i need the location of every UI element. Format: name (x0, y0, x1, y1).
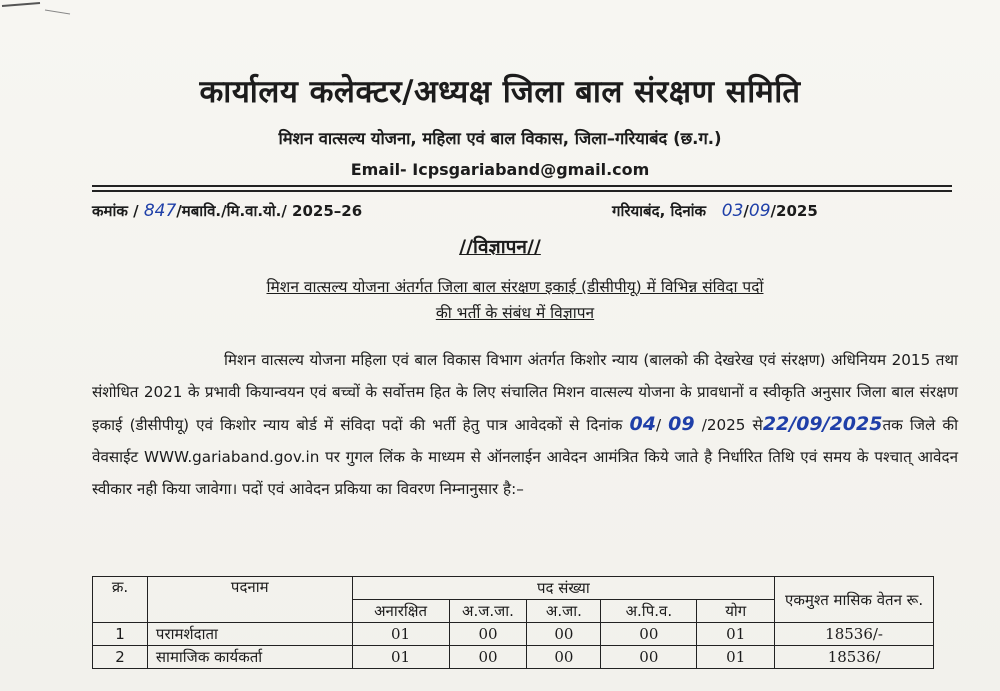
office-title: कार्यालय कलेक्टर/अध्यक्ष जिला बाल संरक्षण समिति (199, 74, 801, 110)
header-sno: क्र. (93, 577, 148, 623)
subject-line-1: मिशन वात्सल्य योजना अंतर्गत जिला बाल संरक्षण इकाई (डीसीपीयू) में विभिन्न संविदा पदों (266, 278, 764, 296)
table-row (93, 623, 934, 646)
row-post: सामाजिक कार्यकर्ता (147, 646, 352, 669)
row-salary: 18536/- (775, 623, 934, 646)
row-unreserved: 01 (352, 646, 449, 669)
reference-prefix: कमांक / (92, 202, 139, 220)
header-salary: एकमुश्त मासिक वेतन रू. (775, 577, 934, 623)
body-part-1: मिशन वात्सल्य योजना महिला एवं बाल विकास विभाग अंतर्गत किशोर न्याय (बालको की देखरेख एवं संरक्षण) अधिनियम 2015 तथा संशोधित 2021 के प्रभावी कियान्वयन एवं बच्चों के सर्वोत्तम हित के लिए संचालित मिशन वात्सल्य योजना के प्रावधानों व स्वीकृति अनुसार जिला बाल संरक्षण इकाई (डीसीपीयू) एवं किशोर न्याय बोर्ड में संविदा पदों की भर्ती हेतु पात्र आवेदकों से दिनांक (92, 351, 958, 434)
subheader-obc: अ.पि.व. (601, 600, 697, 623)
reference-number (92, 201, 362, 221)
row-obc: 00 (601, 623, 697, 646)
row-sno: 2 (93, 646, 148, 669)
date-sep: / (743, 202, 749, 220)
body-part-2: तक जिले की वेवसाईट WWW.gariaband.gov.in पर गुगल लिंक के माध्यम से ऑनलाईन आवेदन आमंत्रित किये जाते है निर्धारित तिथि एवं समय के पश्चात् आवेदन स्वीकार नही किया जावेगा। पदों एवं आवेदन प्रकिया का विवरण निम्नानुसार है:– (92, 416, 959, 498)
row-sc: 00 (527, 623, 601, 646)
end-date: 22/09/2025 (762, 413, 883, 435)
posts-table (92, 576, 934, 669)
subheader-unreserved: अनारक्षित (352, 600, 449, 623)
office-email: Email- Icpsgariaband@gmail.com (350, 160, 650, 179)
date-year: /2025 (770, 202, 818, 220)
reference-handwritten-number: 847 (143, 201, 177, 221)
row-unreserved: 01 (352, 623, 449, 646)
notice-heading: //विज्ञापन// (459, 236, 541, 258)
reference-suffix: /मबावि./मि.वा.यो./ 2025–26 (176, 202, 363, 220)
start-month: 09 (668, 413, 695, 435)
header-rule-bottom (92, 190, 952, 192)
row-post: परामर्शदाता (147, 623, 352, 646)
row-st: 00 (449, 623, 527, 646)
subheader-st: अ.ज.जा. (449, 600, 527, 623)
corner-pen-mark (0, 0, 90, 16)
header-rule-top (92, 185, 952, 187)
date-day: 03 (721, 201, 744, 221)
start-day: 04 (629, 413, 656, 435)
start-year: /2025 से (701, 416, 763, 434)
table-row (93, 646, 934, 669)
subject-line-2: की भर्ती के संबंध में विज्ञापन (435, 304, 595, 322)
notice-subject (130, 274, 900, 326)
subheader-total: योग (697, 600, 775, 623)
date-month: 09 (748, 201, 771, 221)
subheader-sc: अ.जा. (527, 600, 601, 623)
row-obc: 00 (601, 646, 697, 669)
row-total: 01 (697, 646, 775, 669)
row-salary: 18536/ (775, 646, 934, 669)
table-header-row (93, 577, 934, 600)
row-sno: 1 (93, 623, 148, 646)
place-label: गरियाबंद, दिनांक (612, 202, 707, 220)
notice-body: मिशन वात्सल्य योजना महिला एवं बाल विकास विभाग अंतर्गत किशोर न्याय (बालको की देखरेख एवं संरक्षण) अधिनियम 2015 तथा संशोधित 2021 के प्रभावी कियान्वयन एवं बच्चों के सर्वोत्तम हित के लिए संचालित मिशन वात्सल्य योजना के प्रावधानों व स्वीकृति अनुसार जिला बाल संरक्षण इकाई (डीसीपीयू) एवं किशोर न्याय बोर्ड में संविदा पदों की भर्ती हेतु पात्र आवेदकों से दिनांक 04/ 09 /2025 से22/09/2025तक जिले की वेवसाईट WWW.gariaband.gov.in पर गुगल लिंक के माध्यम से ऑनलाईन आवेदन आमंत्रित किये जाते है निर्धारित तिथि एवं समय के पश्चात् आवेदन स्वीकार नही किया जावेगा। पदों एवं आवेदन प्रकिया का विवरण निम्नानुसार है:– (92, 351, 959, 498)
header-post: पदनाम (147, 577, 352, 623)
header-count: पद संख्या (352, 577, 775, 600)
issue-date (612, 201, 818, 221)
row-total: 01 (697, 623, 775, 646)
row-st: 00 (449, 646, 527, 669)
office-subtitle: मिशन वात्सल्य योजना, महिला एवं बाल विकास, जिला–गरियाबंद (छ.ग.) (278, 129, 722, 148)
row-sc: 00 (527, 646, 601, 669)
